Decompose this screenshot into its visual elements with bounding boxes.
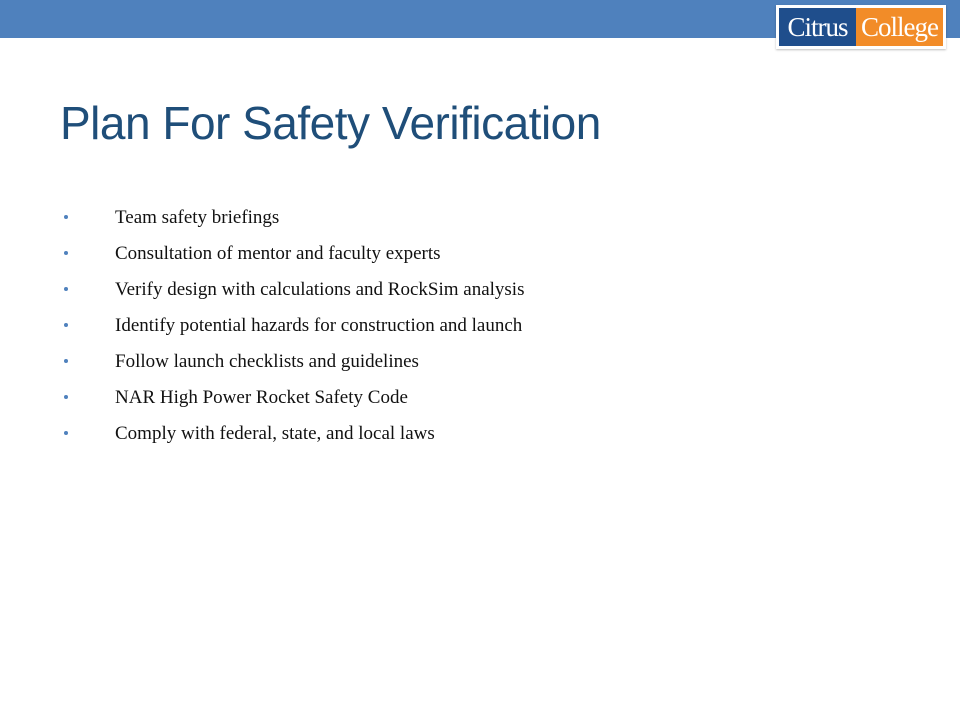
bullet-list bbox=[64, 206, 564, 458]
bullet-item bbox=[64, 386, 564, 409]
bullet-text: Follow launch checklists and guidelines bbox=[115, 351, 419, 372]
bullet-item bbox=[64, 422, 564, 445]
bullet-item bbox=[64, 278, 525, 301]
bullet-dot-icon bbox=[64, 323, 68, 327]
bullet-text: Team safety briefings bbox=[115, 207, 280, 228]
bullet-text: Comply with federal, state, and local laws bbox=[115, 423, 435, 444]
bullet-dot-icon bbox=[64, 215, 68, 219]
bullet-text: NAR High Power Rocket Safety Code bbox=[115, 387, 408, 408]
citrus-college-logo bbox=[776, 5, 946, 49]
bullet-dot-icon bbox=[64, 251, 68, 255]
bullet-item bbox=[64, 242, 564, 265]
bullet-dot-icon bbox=[64, 431, 68, 435]
bullet-dot-icon bbox=[64, 359, 68, 363]
logo-college-part: College bbox=[856, 8, 943, 46]
bullet-text: Consultation of mentor and faculty experts bbox=[115, 243, 441, 264]
bullet-text: Verify design with calculations and RockSim analysis bbox=[115, 279, 525, 300]
bullet-item bbox=[64, 314, 525, 337]
logo-citrus-part: Citrus bbox=[779, 8, 856, 46]
bullet-dot-icon bbox=[64, 395, 68, 399]
bullet-text: Identify potential hazards for construction and launch bbox=[115, 315, 523, 336]
bullet-item bbox=[64, 206, 564, 229]
bullet-item bbox=[64, 350, 564, 373]
bullet-dot-icon bbox=[64, 287, 68, 291]
slide-title: Plan For Safety Verification bbox=[60, 97, 601, 149]
